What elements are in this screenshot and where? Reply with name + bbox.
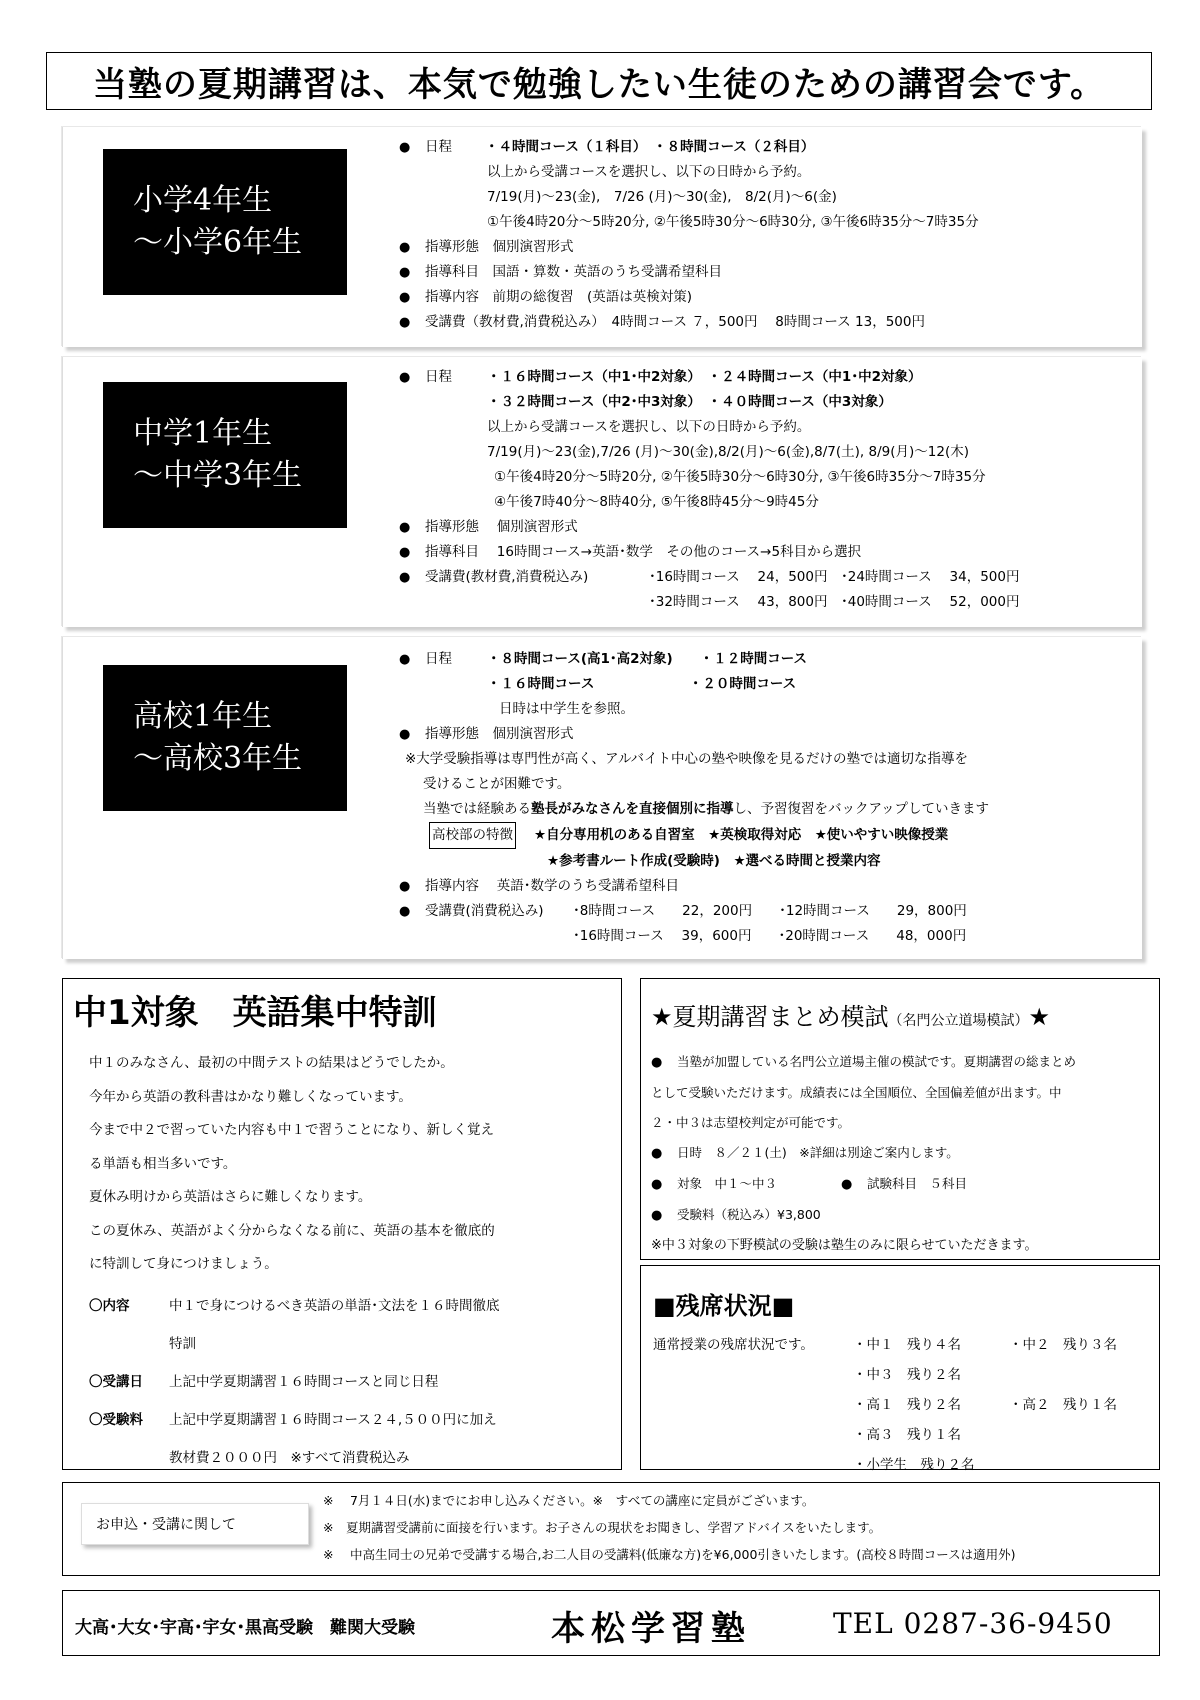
schedule-note: 以上から受講コースを選択し、以下の日時から予約。 [487,419,811,435]
teaching-subjects: 指導科目 16時間コース→英語･数学 その他のコース→5科目から選択 [425,544,862,560]
page-title-box [46,52,1152,110]
footer [62,1590,1160,1656]
mock-exam-desc3: ２・中３は志望校判定が可能です。 [651,1115,851,1130]
english-camp-p3: 今まで中２で習っていた内容も中１で習うことになり、新しく覚え [89,1122,494,1138]
seats-r3a: ・高１ 残り２名 [853,1397,961,1413]
english-camp-p7: に特訓して身につけましょう。 [89,1256,278,1272]
application-note3: ※ 中高生同士の兄弟で受講する場合,お二人目の受講料(低廉な方)を¥6,000引きいたします。(高校８時間コースは適用外) [323,1547,1016,1562]
mock-exam-title-sub: （名門公立道場模試） [888,1013,1029,1029]
application-label: お申込・受講に関して [81,1503,309,1545]
footer-targets: 大高･大女･宇高･宇女･黒高受験 難関大受験 [75,1618,415,1638]
fee-row1: ･16時間コース 24，500円 ･24時間コース 34，500円 [649,569,1020,585]
elementary-info [399,135,979,335]
seats-body [653,1330,1117,1480]
schedule-label: 日程 [425,651,452,667]
schedule-times: ①午後4時20分～5時20分, ②午後5時30分～6時30分, ③午後6時35分～7時35分 [487,214,979,230]
phone-number: TEL 0287-36-9450 [833,1607,1113,1640]
seats-r5a: ・小学生 残り２名 [853,1457,975,1473]
application-notes [323,1487,1016,1568]
mock-exam-panel [640,978,1160,1260]
teaching-style: 指導形態 個別演習形式 [425,239,574,255]
mock-exam-title-main: ★夏期講習まとめ模試 [651,1003,889,1031]
feature-label: 高校部の特徴 [429,822,516,849]
elementary-section [62,127,1142,347]
mock-exam-desc1: 当塾が加盟している名門公立道場主催の模試です。夏期講習の総まとめ [677,1054,1077,1069]
english-camp-panel [62,978,622,1470]
junior-high-info [399,365,1019,615]
elementary-grade-box [103,149,347,295]
features-row1: ★自分専用机のある自習室 ★英検取得対応 ★使いやすい映像授業 [534,827,949,843]
schedule-times2: ④午後7時40分～8時40分, ⑤午後8時45分～9時45分 [494,494,819,510]
fee-row2: ･32時間コース 43，800円 ･40時間コース 52，000円 [649,594,1020,610]
schedule-label: 日程 [425,139,452,155]
fee-label: 受講費(消費税込み) [425,903,544,919]
high-school-section [62,637,1142,959]
fee-row1: ･8時間コース 22，200円 ･12時間コース 29，800円 [573,903,967,919]
grade-label-line2: ～中学3年生 [133,458,303,493]
courses-row2: ・３２時間コース（中2･中3対象） ・４０時間コース（中3対象） [487,394,892,410]
teaching-style: 指導形態 個別演習形式 [425,519,578,535]
schedule-times1: ①午後4時20分～5時20分, ②午後5時30分～6時30分, ③午後6時35分～7時35分 [494,469,986,485]
schedule-note: 以上から受講コースを選択し、以下の日時から予約。 [487,164,811,180]
content-text2: 特訓 [169,1336,196,1352]
courses-row2: ・１６時間コース ・２０時間コース [487,676,797,692]
seats-panel [640,1265,1160,1473]
fee-label: 受講費(教材費,消費税込み) [425,569,589,585]
english-camp-title: 中1対象 英語集中特訓 [73,993,437,1033]
english-camp-p2: 今年から英語の教科書はかなり難しくなっています。 [89,1088,412,1105]
english-camp-body [89,1047,495,1282]
junior-high-section [62,357,1142,627]
junior-high-grade-box [103,382,347,528]
schedule-dates: 7/19(月)～23(金),7/26 (月)～30(金),8/2(月)～6(金),8/7(土), 8/9(月)～12(木) [487,444,969,460]
courses-row1: ・８時間コース(高1･高2対象) ・１２時間コース [487,651,808,667]
seats-r4a: ・高３ 残り１名 [853,1427,961,1443]
mock-exam-fee: 受験料（税込み）¥3,800 [677,1207,821,1222]
fee-text1: 上記中学夏期講習１６時間コース２４,５００円に加え [169,1412,497,1428]
grade-label-line1: 小学4年生 [133,183,273,218]
page-title: 当塾の夏期講習は、本気で勉強したい生徒のための講習会です。 [92,64,1106,105]
star-icon: ★ [1028,1003,1051,1031]
grade-label-line1: 高校1年生 [133,699,273,734]
date-text: 上記中学夏期講習１６時間コースと同じ日程 [169,1374,439,1390]
grade-label-line2: ～小学6年生 [133,225,303,260]
seats-r1b: ・中２ 残り３名 [1009,1337,1117,1353]
features-row2: ★参考書ルート作成(受験時) ★選べる時間と授業内容 [547,853,881,869]
note-line3: 当塾では経験ある塾長がみなさんを直接個別に指導し、予習復習をバックアップしていきます [423,801,990,817]
fee-label: 〇受験料 [89,1412,143,1428]
teaching-style: 指導形態 個別演習形式 [425,726,574,742]
seats-r2a: ・中３ 残り２名 [853,1367,961,1383]
courses-row1: ・１６時間コース（中1･中2対象） ・２４時間コース（中1･中2対象） [487,369,922,385]
english-camp-details [89,1287,499,1477]
application-note2: ※ 夏期講習受講前に面接を行います。お子さんの現状をお聞きし、学習アドバイスをいたします。 [323,1520,882,1535]
mock-exam-title [651,997,1050,1032]
english-camp-p4: る単語も相当多いです。 [89,1155,237,1172]
high-school-info [399,647,989,949]
high-school-grade-box [103,665,347,811]
mock-exam-body [651,1047,1076,1261]
seats-r1a: ・中１ 残り４名 [853,1337,961,1353]
english-camp-p5: 夏休み明けから英語はさらに難しくなります。 [89,1189,372,1205]
grade-label-line1: 中学1年生 [133,416,273,451]
school-name: 本松学習塾 [551,1609,751,1649]
note-emphasis: 塾長がみなさんを直接個別に指導 [531,801,734,817]
seats-title: ■残席状況■ [653,1292,795,1320]
mock-exam-target: 対象 中１～中３ [677,1176,778,1191]
seats-r3b: ・高２ 残り１名 [1009,1397,1117,1413]
date-label: 〇受講日 [89,1374,143,1390]
english-camp-p1: 中１のみなさん、最初の中間テストの結果はどうでしたか。 [89,1055,454,1071]
schedule-dates: 7/19(月)～23(金), 7/26 (月)～30(金), 8/2(月)～6(金) [487,189,837,205]
teaching-subjects: 指導科目 国語・算数・英語のうち受講希望科目 [425,264,722,280]
note-line2: 受けることが困難です。 [423,776,571,792]
schedule-label: 日程 [425,369,452,385]
seats-intro: 通常授業の残席状況です。 [653,1337,814,1353]
teaching-content: 指導内容 前期の総復習 (英語は英検対策) [425,289,693,305]
mock-exam-subjects: 試験科目 ５科目 [867,1176,968,1191]
fee-text: 受講費（教材費,消費税込み） 4時間コース ７，500円 8時間コース 13，500円 [425,314,925,330]
application-panel [62,1482,1160,1576]
mock-exam-desc2: として受験いただけます。成績表には全国順位、全国偏差値が出ます。中 [651,1085,1062,1100]
content-text1: 中１で身につけるべき英語の単語･文法を１６時間徹底 [169,1298,500,1314]
english-camp-p6: この夏休み、英語がよく分からなくなる前に、英語の基本を徹底的 [89,1222,495,1239]
application-note1: ※ 7月１４日(水)までにお申し込みください。※ すべての講座に定員がございます。 [323,1493,815,1508]
grade-label-line2: ～高校3年生 [133,741,303,776]
mock-exam-note: ※中３対象の下野模試の受験は塾生のみに限らせていただきます。 [651,1238,1038,1253]
mock-exam-date: 日時 ８／２１(土) ※詳細は別途ご案内します。 [677,1145,959,1160]
note-line1: ※大学受験指導は専門性が高く、アルバイト中心の塾や映像を見るだけの塾では適切な指導を [405,751,969,767]
content-label: 〇内容 [89,1298,130,1314]
teaching-content: 指導内容 英語･数学のうち受講希望科目 [425,878,680,894]
schedule-courses: ・４時間コース（１科目） ・８時間コース（２科目） [485,139,815,155]
schedule-note: 日時は中学生を参照。 [499,701,634,717]
fee-row2: ･16時間コース 39，600円 ･20時間コース 48，000円 [573,928,967,944]
fee-text2: 教材費２０００円 ※すべて消費税込み [169,1450,410,1466]
